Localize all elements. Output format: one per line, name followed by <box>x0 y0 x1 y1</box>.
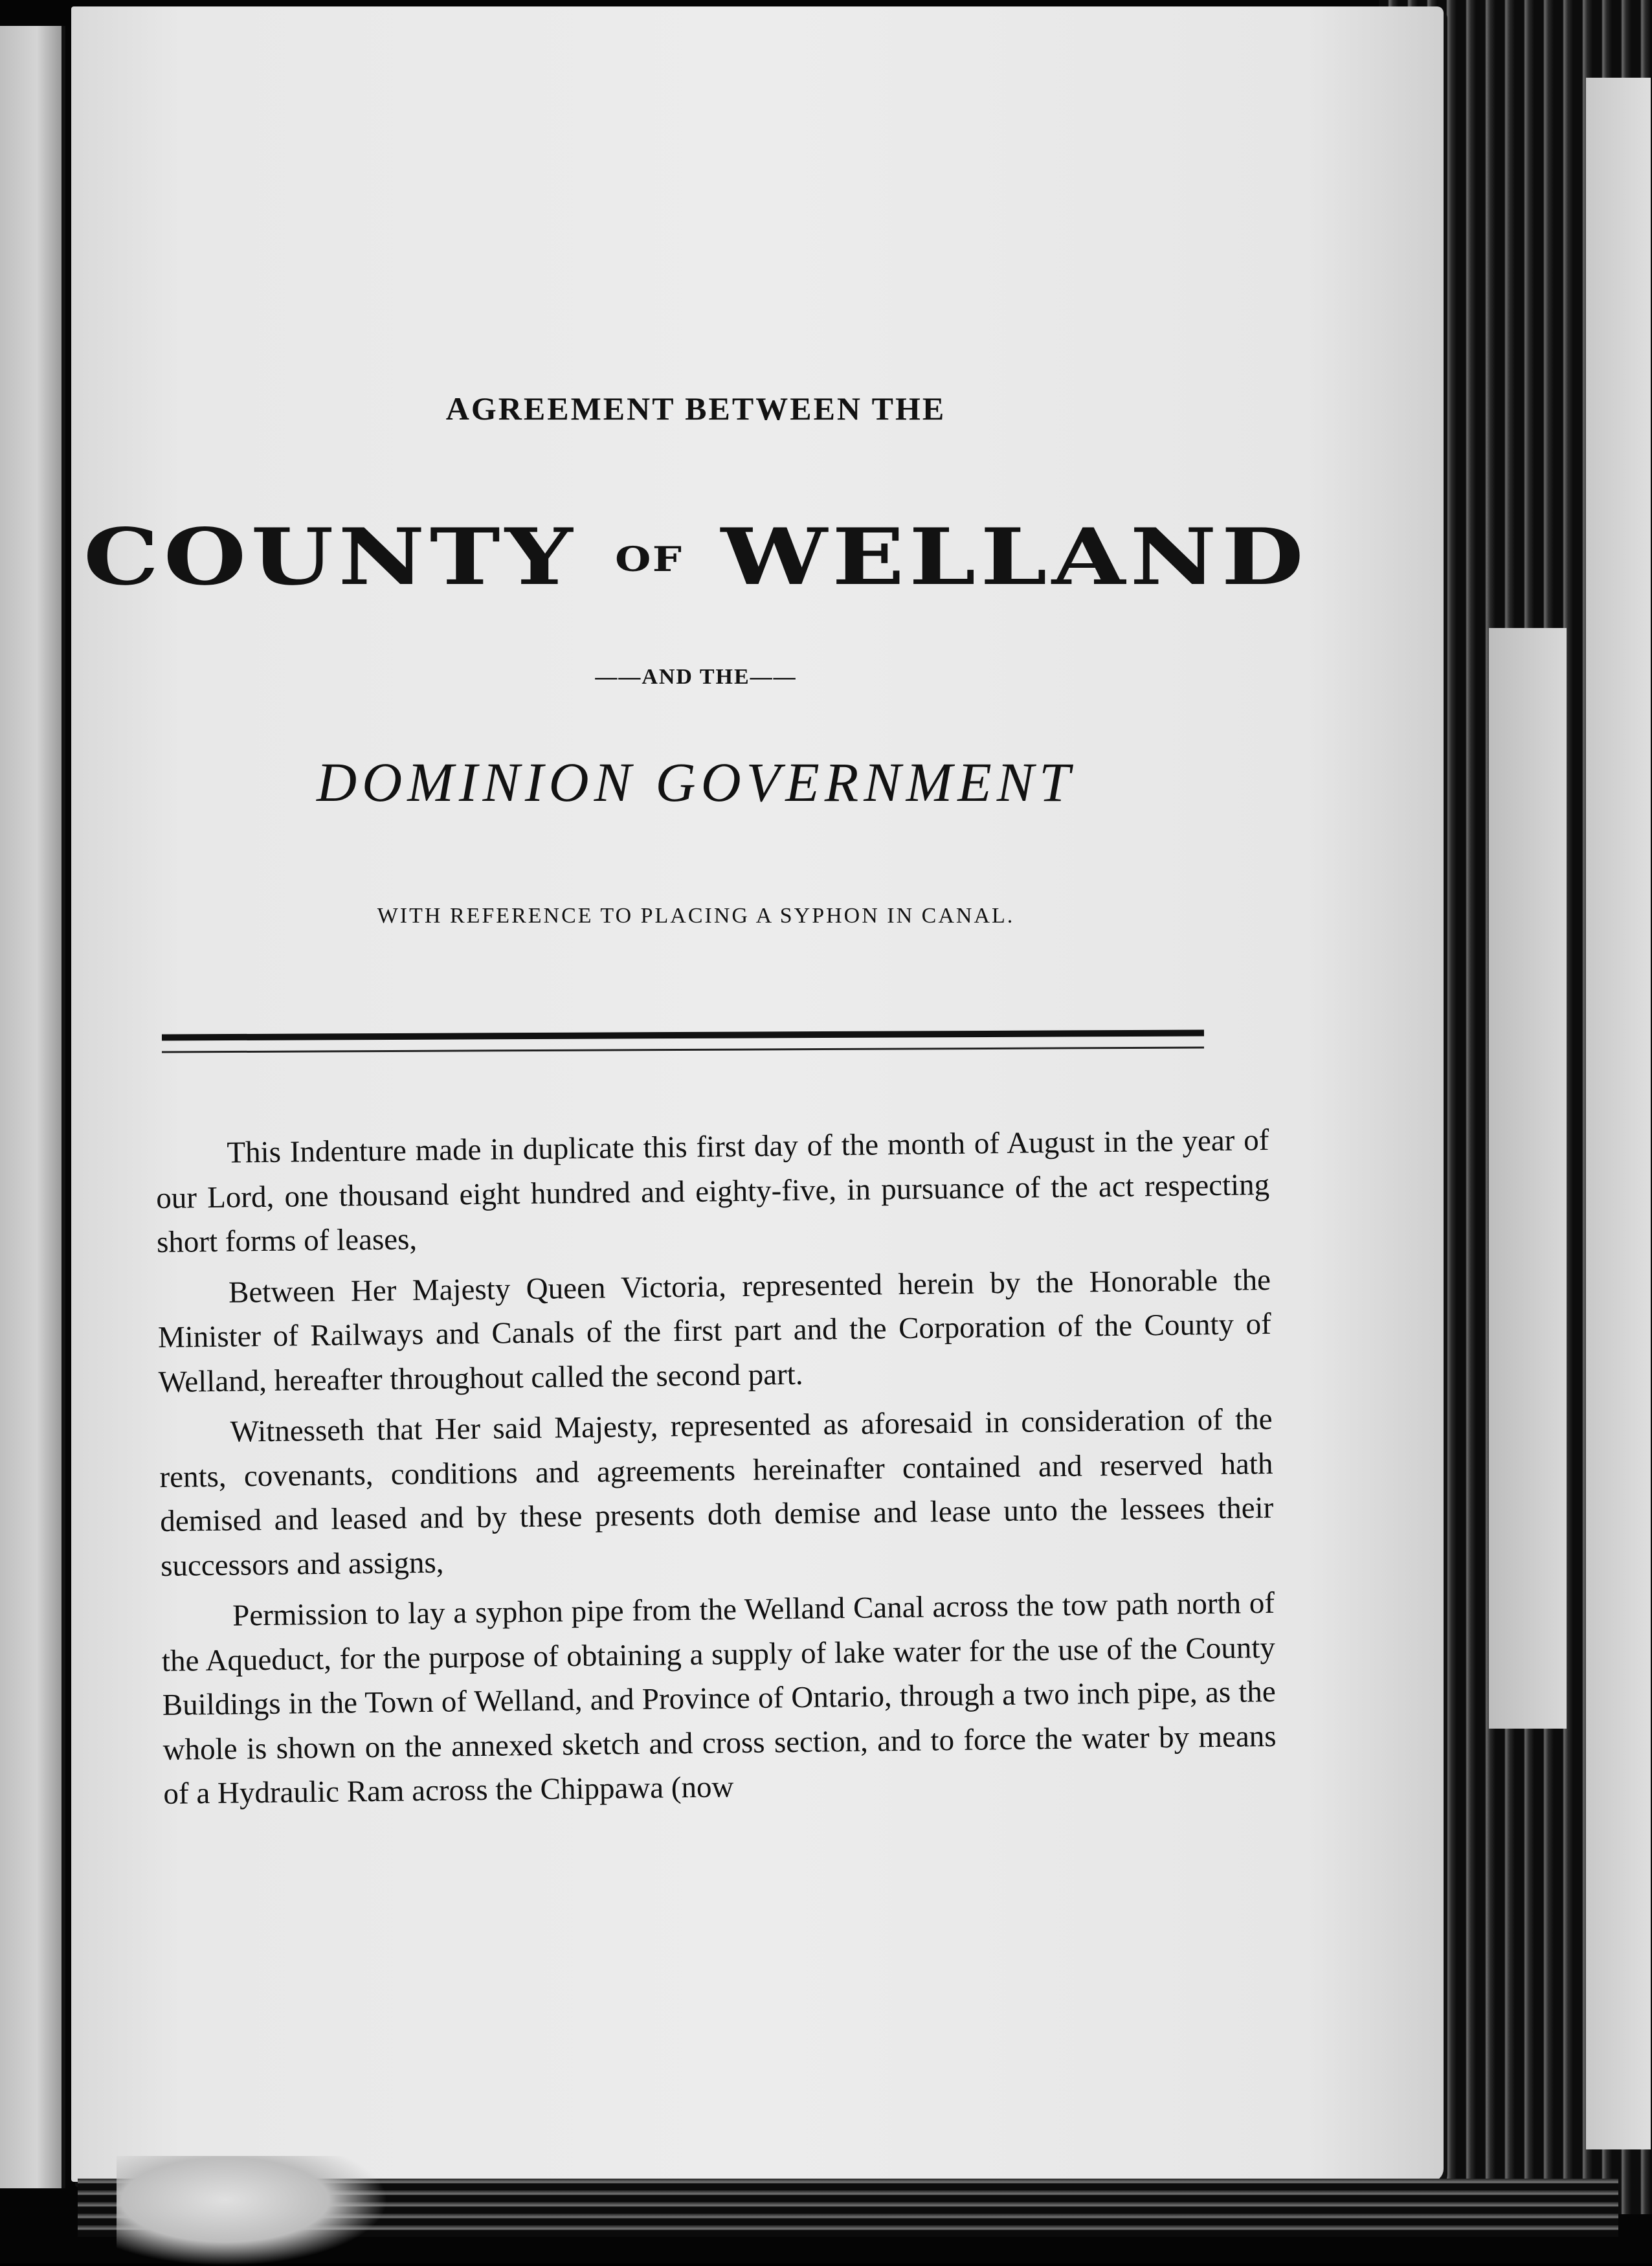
heading-of-word: OF <box>615 540 684 579</box>
body-text <box>155 1118 1277 1823</box>
divider-thick <box>162 1029 1204 1040</box>
heading-county <box>0 511 1458 603</box>
heading-county-word: COUNTY <box>83 511 577 603</box>
heading-subtitle: WITH REFERENCE TO PLACING A SYPHON IN CANAL. <box>377 904 1015 928</box>
heading-line-1: AGREEMENT BETWEEN THE <box>445 390 946 427</box>
paragraph: This Indenture made in duplicate this first day of the month of August in the year of our Lord, one thousand eight hundred and eighty-five, in pursuance of the act respecting short forms of leases, <box>155 1123 1270 1259</box>
paragraph: Permission to lay a syphon pipe from the Welland Canal across the tow path north of the Aqueduct, for the purpose of obtaining a supply of lake water for the use of the County Buildings in the Town of Welland, and Province of Ontario, through a two inch pipe, as the whole is shown on the annexed sketch and cross section, and to force the water by means of a Hydraulic Ram across the Chippawa (now <box>161 1586 1277 1811</box>
page-edge-strip <box>1489 628 1567 1729</box>
divider-thin <box>162 1046 1204 1053</box>
document-content <box>71 6 1444 2182</box>
heading-government: DOMINION GOVERNMENT <box>317 751 1075 813</box>
heading-welland-word: WELLAND <box>720 511 1309 603</box>
page-edge-strip <box>1586 78 1651 2149</box>
paragraph: Between Her Majesty Queen Victoria, represented herein by the Honorable the Minister of Railways and Canals of the first part and the Corporation of the County of Welland, hereafter throughout called the second part. <box>157 1262 1272 1399</box>
left-page-edge <box>0 26 65 2188</box>
heading-connector: ——AND THE—— <box>595 665 797 689</box>
paragraph: Witnesseth that Her said Majesty, represented as aforesaid in consideration of the rents, covenants, conditions and agreements hereinafter contained and reserved hath demised and leased and by these presents doth demise and lease unto the lessees their successors and assigns, <box>159 1402 1274 1583</box>
